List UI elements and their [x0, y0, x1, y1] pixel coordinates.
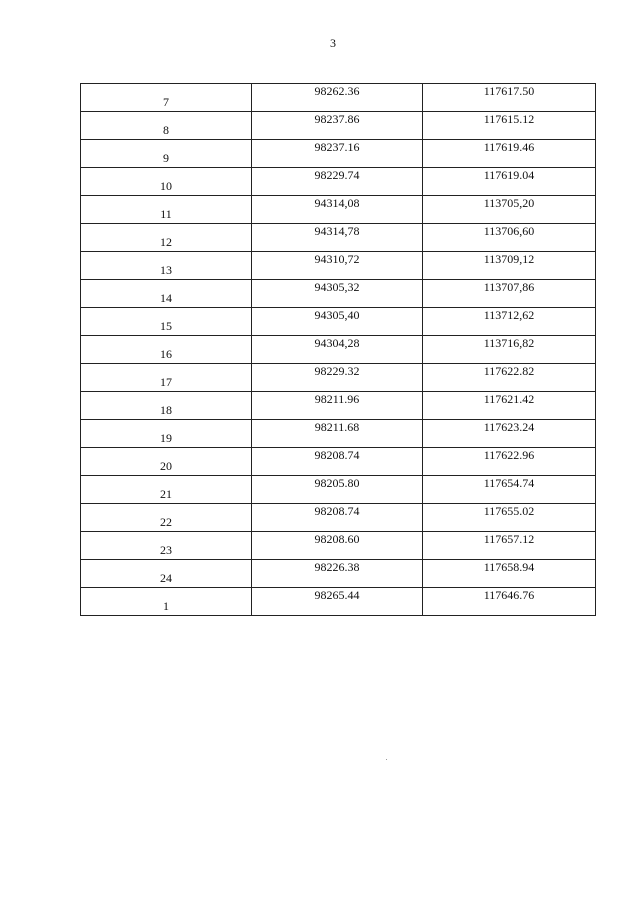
x-coordinate-cell: 94310,72 [252, 252, 423, 280]
table-row [81, 84, 596, 112]
point-number-cell: 10 [81, 168, 252, 196]
table-row [81, 140, 596, 168]
table-row [81, 504, 596, 532]
y-coordinate-cell: 113707,86 [423, 280, 596, 308]
point-number-cell: 15 [81, 308, 252, 336]
table-row [81, 112, 596, 140]
y-coordinate-cell: 117619.46 [423, 140, 596, 168]
x-coordinate-cell: 98229.32 [252, 364, 423, 392]
x-coordinate-cell: 94305,40 [252, 308, 423, 336]
point-number-cell: 17 [81, 364, 252, 392]
x-coordinate-cell: 94314,78 [252, 224, 423, 252]
point-number-cell: 9 [81, 140, 252, 168]
y-coordinate-cell: 117622.96 [423, 448, 596, 476]
table-row [81, 224, 596, 252]
x-coordinate-cell: 98237.86 [252, 112, 423, 140]
y-coordinate-cell: 117622.82 [423, 364, 596, 392]
point-number-cell: 12 [81, 224, 252, 252]
x-coordinate-cell: 98226.38 [252, 560, 423, 588]
x-coordinate-cell: 98208.74 [252, 448, 423, 476]
table-row [81, 560, 596, 588]
y-coordinate-cell: 117654.74 [423, 476, 596, 504]
point-number-cell: 24 [81, 560, 252, 588]
x-coordinate-cell: 98205.80 [252, 476, 423, 504]
table-row [81, 392, 596, 420]
point-number-cell: 18 [81, 392, 252, 420]
point-number-cell: 16 [81, 336, 252, 364]
table-row [81, 588, 596, 616]
point-number-cell: 11 [81, 196, 252, 224]
y-coordinate-cell: 113706,60 [423, 224, 596, 252]
x-coordinate-cell: 98211.96 [252, 392, 423, 420]
x-coordinate-cell: 98229.74 [252, 168, 423, 196]
table-row [81, 364, 596, 392]
y-coordinate-cell: 117615.12 [423, 112, 596, 140]
table-row [81, 308, 596, 336]
x-coordinate-cell: 98208.60 [252, 532, 423, 560]
y-coordinate-cell: 117658.94 [423, 560, 596, 588]
point-number-cell: 21 [81, 476, 252, 504]
table-row [81, 448, 596, 476]
y-coordinate-cell: 117617.50 [423, 84, 596, 112]
y-coordinate-cell: 113716,82 [423, 336, 596, 364]
y-coordinate-cell: 113705,20 [423, 196, 596, 224]
x-coordinate-cell: 98208.74 [252, 504, 423, 532]
point-number-cell: 14 [81, 280, 252, 308]
y-coordinate-cell: 117655.02 [423, 504, 596, 532]
scan-speck [386, 759, 387, 760]
table-row [81, 280, 596, 308]
table-row [81, 196, 596, 224]
x-coordinate-cell: 98237.16 [252, 140, 423, 168]
y-coordinate-cell: 117623.24 [423, 420, 596, 448]
y-coordinate-cell: 117657.12 [423, 532, 596, 560]
point-number-cell: 22 [81, 504, 252, 532]
table-row [81, 252, 596, 280]
point-number-cell: 23 [81, 532, 252, 560]
point-number-cell: 8 [81, 112, 252, 140]
point-number-cell: 13 [81, 252, 252, 280]
page-number: 3 [330, 36, 336, 50]
point-number-cell: 19 [81, 420, 252, 448]
coordinates-table [80, 83, 596, 616]
table-row [81, 532, 596, 560]
y-coordinate-cell: 117619.04 [423, 168, 596, 196]
x-coordinate-cell: 98262.36 [252, 84, 423, 112]
x-coordinate-cell: 98211.68 [252, 420, 423, 448]
table-row [81, 168, 596, 196]
table-row [81, 420, 596, 448]
y-coordinate-cell: 113712,62 [423, 308, 596, 336]
y-coordinate-cell: 117646.76 [423, 588, 596, 616]
y-coordinate-cell: 117621.42 [423, 392, 596, 420]
table-row [81, 476, 596, 504]
table-row [81, 336, 596, 364]
coordinates-table-body [81, 84, 596, 616]
x-coordinate-cell: 94304,28 [252, 336, 423, 364]
x-coordinate-cell: 94305,32 [252, 280, 423, 308]
x-coordinate-cell: 94314,08 [252, 196, 423, 224]
point-number-cell: 7 [81, 84, 252, 112]
point-number-cell: 20 [81, 448, 252, 476]
x-coordinate-cell: 98265.44 [252, 588, 423, 616]
point-number-cell: 1 [81, 588, 252, 616]
y-coordinate-cell: 113709,12 [423, 252, 596, 280]
